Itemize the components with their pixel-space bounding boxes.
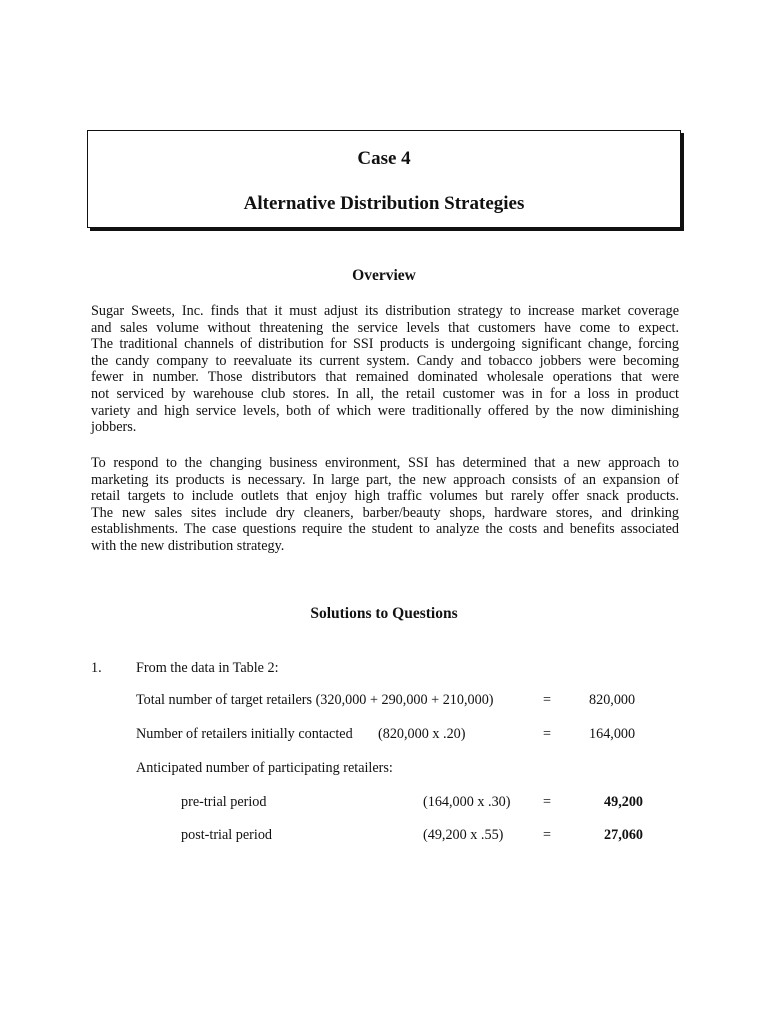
case-title: Alternative Distribution Strategies	[243, 193, 525, 214]
contacted-equals: =	[543, 726, 552, 742]
posttrial-value: 27,060	[604, 827, 644, 843]
anticipated-label: Anticipated number of participating retailers:	[136, 760, 393, 776]
paragraph-line: the candy company to reevaluate its current system. Candy and tobacco jobbers were becoming	[91, 352, 679, 369]
case-number: Case 4	[357, 148, 411, 169]
question-number: 1.	[91, 660, 102, 676]
paragraph-line: not serviced by warehouse club stores. In all, the retail customer was in for a loss in product	[91, 385, 679, 402]
question-intro: From the data in Table 2:	[136, 660, 279, 676]
contacted-label: Number of retailers initially contacted	[136, 726, 353, 742]
total-retailers-equals: =	[543, 692, 552, 708]
paragraph-line: The traditional channels of distribution for SSI products is undergoing significant change, forcing	[91, 336, 679, 353]
posttrial-calc: (49,200 x .55)	[423, 827, 504, 843]
overview-heading: Overview	[352, 267, 416, 284]
paragraph-line: variety and high service levels, both of which were traditionally offered by the now diminishing	[91, 402, 679, 419]
overview-paragraph-1	[91, 303, 679, 436]
total-retailers-value: 820,000	[589, 692, 636, 708]
paragraph-line: jobbers.	[91, 419, 137, 436]
posttrial-equals: =	[543, 827, 552, 843]
contacted-calc: (820,000 x .20)	[378, 726, 466, 742]
paragraph-line: retail targets to include outlets that enjoy high traffic volumes but rarely offer snack products.	[91, 488, 679, 505]
paragraph-line: The new sales sites include dry cleaners, barber/beauty shops, hardware stores, and drinking	[91, 504, 679, 521]
paragraph-line: Sugar Sweets, Inc. finds that it must adjust its distribution strategy to increase market coverage	[91, 303, 679, 319]
paragraph-line: and sales volume without threatening the service levels that customers have come to expect.	[91, 319, 679, 336]
solutions-heading: Solutions to Questions	[310, 605, 458, 622]
overview-paragraph-2	[91, 455, 679, 555]
paragraph-line: establishments. The case questions require the student to analyze the costs and benefits associated	[91, 521, 679, 538]
paragraph-line: marketing its products is necessary. In large part, the new approach consists of an expansion of	[91, 471, 679, 488]
paragraph-line: with the new distribution strategy.	[91, 537, 285, 554]
title-box	[87, 130, 681, 228]
contacted-value: 164,000	[589, 726, 636, 742]
total-retailers-label: Total number of target retailers (320,000 + 290,000 + 210,000)	[136, 692, 494, 708]
pretrial-value: 49,200	[604, 794, 644, 810]
posttrial-label: post-trial period	[181, 827, 273, 843]
paragraph-line: fewer in number. Those distributors that remained dominated wholesale operations that were	[91, 369, 679, 386]
pretrial-label: pre-trial period	[181, 794, 267, 810]
pretrial-calc: (164,000 x .30)	[423, 794, 511, 810]
pretrial-equals: =	[543, 794, 552, 810]
paragraph-line: To respond to the changing business environment, SSI has determined that a new approach to	[91, 455, 679, 471]
